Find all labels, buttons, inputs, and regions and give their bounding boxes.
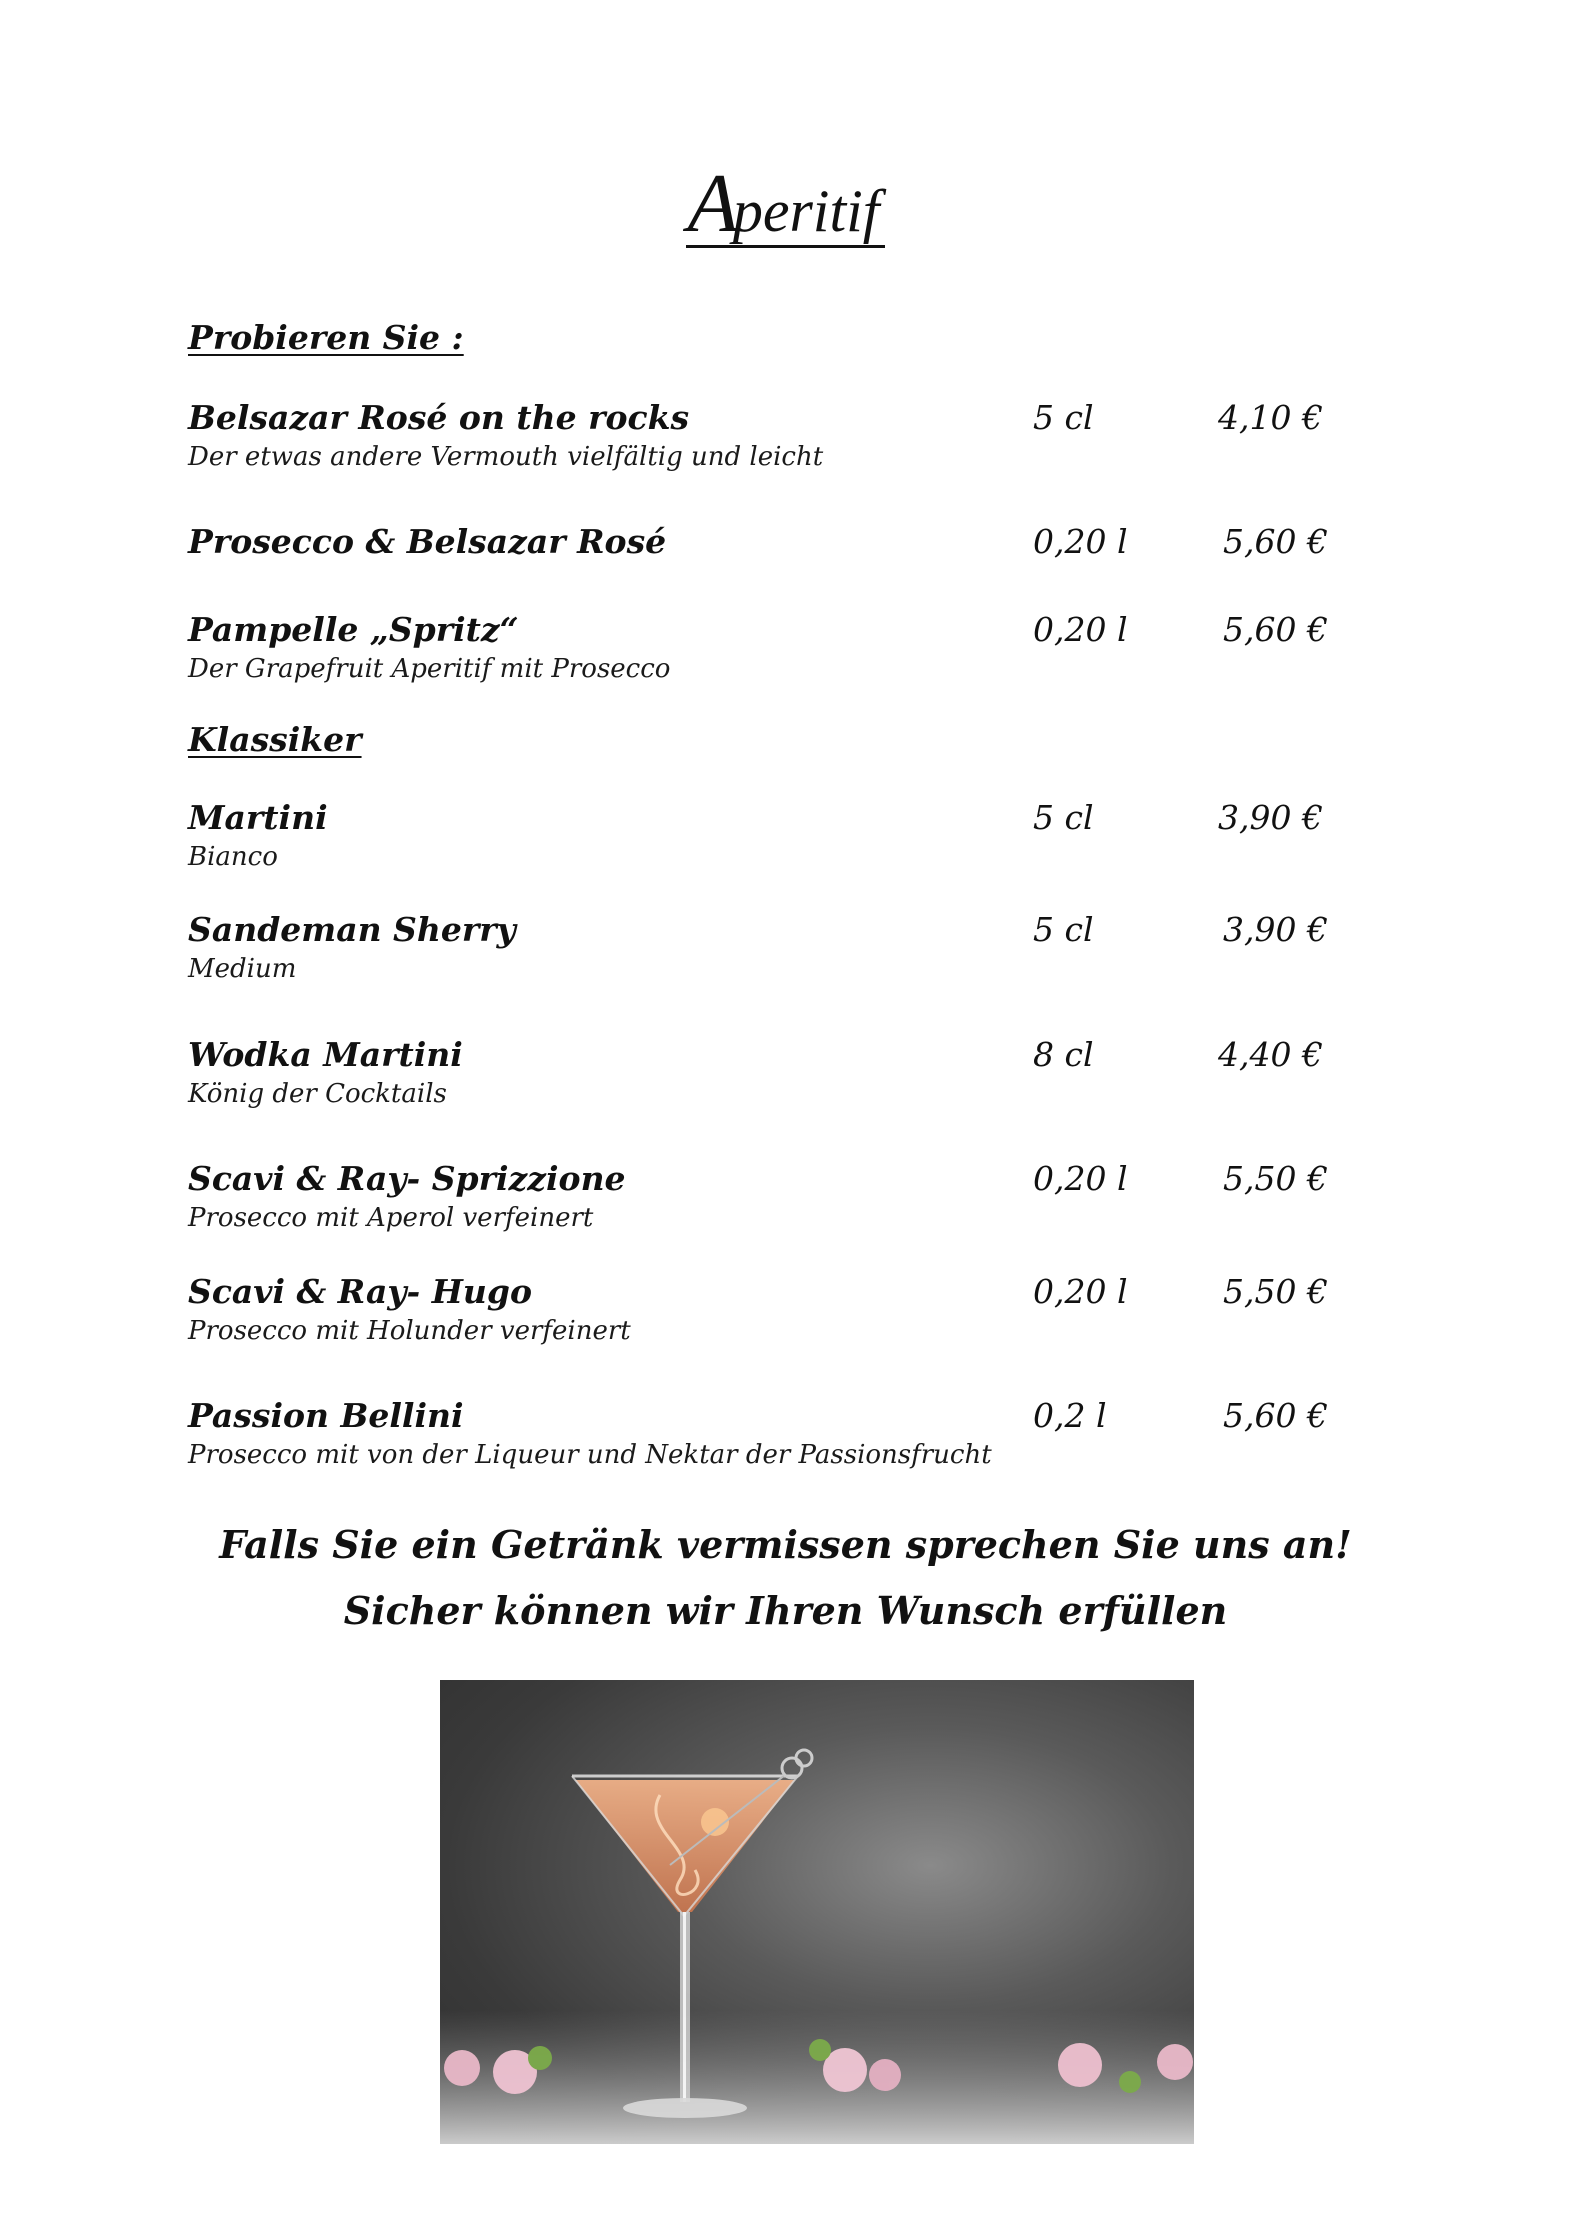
menu-title <box>0 157 1571 251</box>
item-description: Der etwas andere Vermouth vielfältig und leicht <box>188 442 824 472</box>
item-volume: 0,20 l <box>1033 1272 1128 1311</box>
item-name: Sandeman Sherry <box>188 910 516 949</box>
item-name: Martini <box>188 798 328 837</box>
item-description: Der Grapefruit Aperitif mit Prosecco <box>188 654 671 684</box>
menu-item <box>188 910 1338 1000</box>
item-price: 5,50 € <box>1223 1159 1328 1198</box>
item-name: Belsazar Rosé on the rocks <box>188 398 690 437</box>
closing-line-1: Falls Sie ein Getränk vermissen sprechen Sie uns an! <box>219 1522 1352 1567</box>
section-heading-klassiker: Klassiker <box>188 720 362 759</box>
title-initial: A <box>687 157 733 250</box>
item-volume: 8 cl <box>1033 1035 1094 1074</box>
item-price: 5,60 € <box>1223 1396 1328 1435</box>
cocktail-photo <box>440 1680 1194 2144</box>
menu-item <box>188 1272 1338 1362</box>
item-volume: 5 cl <box>1033 798 1094 837</box>
item-price: 5,60 € <box>1223 522 1328 561</box>
item-volume: 0,20 l <box>1033 522 1128 561</box>
item-description: Bianco <box>188 842 278 872</box>
item-price: 4,40 € <box>1218 1035 1323 1074</box>
menu-item <box>188 398 1338 488</box>
item-description: König der Cocktails <box>188 1079 447 1109</box>
item-volume: 0,20 l <box>1033 1159 1128 1198</box>
menu-item <box>188 1396 1338 1486</box>
item-description: Medium <box>188 954 297 984</box>
menu-item <box>188 1035 1338 1125</box>
closing-line-2: Sicher können wir Ihren Wunsch erfüllen <box>343 1588 1228 1633</box>
item-price: 5,50 € <box>1223 1272 1328 1311</box>
item-price: 3,90 € <box>1223 910 1328 949</box>
menu-item <box>188 1159 1338 1249</box>
item-description: Prosecco mit Aperol verfeinert <box>188 1203 594 1233</box>
section-heading-probieren: Probieren Sie : <box>188 318 464 357</box>
item-price: 5,60 € <box>1223 610 1328 649</box>
item-name: Prosecco & Belsazar Rosé <box>188 522 667 561</box>
item-volume: 5 cl <box>1033 398 1094 437</box>
menu-item <box>188 798 1338 888</box>
item-name: Wodka Martini <box>188 1035 463 1074</box>
item-price: 3,90 € <box>1218 798 1323 837</box>
title-rest: peritif <box>732 178 880 244</box>
item-name: Scavi & Ray- Hugo <box>188 1272 532 1311</box>
item-name: Scavi & Ray- Sprizzione <box>188 1159 626 1198</box>
item-name: Pampelle „Spritz“ <box>188 610 519 649</box>
item-description: Prosecco mit von der Liqueur und Nektar der Passionsfrucht <box>188 1440 992 1470</box>
item-volume: 5 cl <box>1033 910 1094 949</box>
item-volume: 0,20 l <box>1033 610 1128 649</box>
martini-glass-illustration <box>440 1680 1194 2144</box>
item-price: 4,10 € <box>1218 398 1323 437</box>
menu-item <box>188 610 1338 700</box>
menu-item <box>188 522 1338 612</box>
item-volume: 0,2 l <box>1033 1396 1107 1435</box>
item-name: Passion Bellini <box>188 1396 464 1435</box>
item-description: Prosecco mit Holunder verfeinert <box>188 1316 631 1346</box>
